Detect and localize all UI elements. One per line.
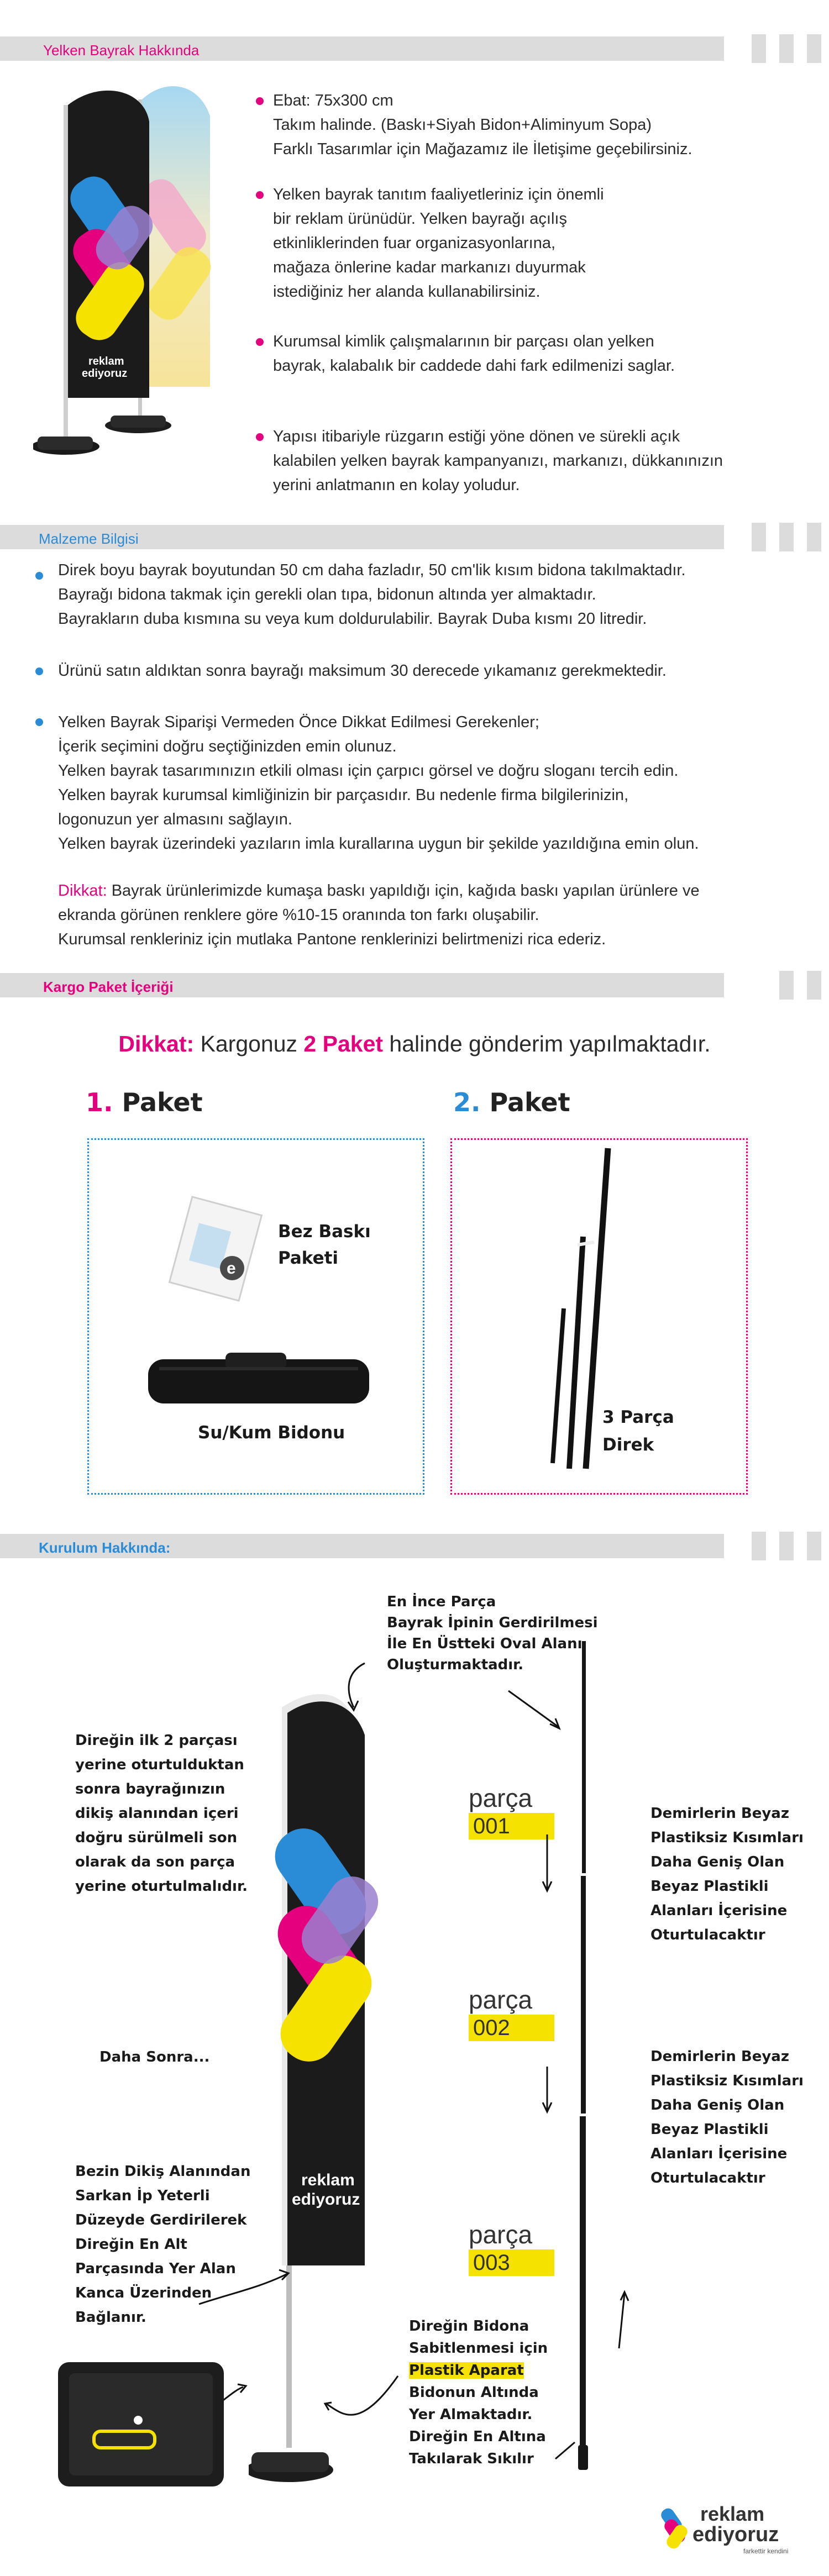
header-stripes: [718, 1532, 829, 1560]
section-header-about: [0, 36, 724, 61]
brand-logo: [660, 2502, 821, 2557]
about-bullet-3: Kurumsal kimlik çalışmalarının bir parçası olan yelken bayrak, kalabalık bir caddede dahi fark edilmenizi saglar.: [273, 333, 675, 375]
bullet: [256, 338, 264, 346]
section-title: Kurulum Hakkında:: [39, 1539, 171, 1556]
bullet: [256, 433, 264, 441]
section-header-material: [0, 525, 724, 549]
brand-name-1: reklam: [700, 2503, 765, 2525]
bottom-instruction: Direğin Bidona Sabitlenmesi için Plastik Aparat Bidonun Altında Yer Almaktadır. Direğin En Altına Takılarak Sıkılır: [409, 2318, 548, 2467]
brand-name-2: ediyoruz: [692, 2523, 779, 2546]
package-1-title: 1. Paket: [86, 1087, 203, 1117]
svg-text:reklam: reklam: [301, 2171, 355, 2189]
bullet: [256, 191, 264, 199]
bullet: [35, 718, 43, 726]
flag-products-image: [33, 77, 254, 464]
left-instruction-3: Bezin Dikiş Alanından Sarkan İp Yeterli Düzeyde Gerdirilerek Direğin En Alt Parçasında Yer Alan Kanca Üzerinden Bağlanır.: [75, 2163, 251, 2326]
top-instruction: En İnce Parça Bayrak İpinin Gerdirilmesi İle En Üstteki Oval Alanı Oluşturmaktadır.: [387, 1594, 598, 1673]
material-bullet-1: Direk boyu bayrak boyutundan 50 cm daha fazladır, 50 cm'lik kısım bidona takılmaktadır. Bayrağı bidona takmak için gerekli olan tıpa, bidonun altında yer almaktadır. Bayrakların duba kısmına su veya kum doldurulabilir. Bayrak Duba kısmı 20 litredir.: [58, 561, 686, 628]
part-003-label: parça 003: [469, 2221, 554, 2276]
section-title: Kargo Paket İçeriği: [43, 979, 174, 995]
material-note: Dikkat: Bayrak ürünlerimizde kumaşa baskı yapıldığı için, kağıda baskı yapılan ürünlere ve ekranda görünen renklere göre %10-15 oranında ton farkı oluşabilir. Kurumsal renkleriniz için mutlaka Pantone renklerinizi belirtmenizi rica ederiz.: [58, 882, 700, 948]
print-package-image: [166, 1194, 271, 1304]
section-title: Malzeme Bilgisi: [39, 530, 139, 547]
part-001-label: parça 001: [469, 1785, 554, 1839]
about-bullet-2: Yelken bayrak tanıtım faaliyetleriniz için önemli bir reklam ürünüdür. Yelken bayrağı açılış etkinliklerinden fuar organizasyonlarına, mağaza önlerine kadar markanızı duyurmak istediğiniz her alanda kullanabilirsiniz.: [273, 186, 604, 301]
section-header-setup: [0, 1534, 724, 1558]
material-bullet-2: Ürünü satın aldıktan sonra bayrağı maksimum 30 derecede yıkamanız gerekmektedir.: [58, 662, 667, 680]
package-2-title: 2. Paket: [453, 1087, 570, 1117]
svg-text:reklam: reklam: [88, 355, 124, 367]
poles-label: 3 Parça Direk: [602, 1407, 674, 1455]
svg-text:e: e: [227, 1259, 236, 1278]
right-instruction-2: Demirlerin Beyaz Plastiksiz Kısımları Daha Geniş Olan Beyaz Plastikli Alanları İçerisine Oturtulacaktır: [650, 2048, 804, 2186]
section-title: Yelken Bayrak Hakkında: [43, 42, 200, 59]
bullet: [35, 667, 43, 675]
bullet: [256, 97, 264, 105]
svg-text:ediyoruz: ediyoruz: [292, 2190, 360, 2209]
right-instruction-1: Demirlerin Beyaz Plastiksiz Kısımları Daha Geniş Olan Beyaz Plastikli Alanları İçerisine Oturtulacaktır: [650, 1805, 804, 1943]
about-bullet-1: Ebat: 75x300 cm Takım halinde. (Baskı+Siyah Bidon+Aliminyum Sopa) Farklı Tasarımlar için Mağazamız ile İletişime geçebilirsiniz.: [273, 92, 692, 158]
section-header-cargo: [0, 973, 724, 997]
header-stripes: [718, 34, 829, 63]
print-package-label: Bez Baskı Paketi: [278, 1222, 371, 1268]
left-instruction-2: Daha Sonra...: [99, 2049, 210, 2065]
left-instruction-1: Direğin ilk 2 parçası yerine oturtulduktan sonra bayrağınızın dikiş alanından içeri doğru sürülmeli son olarak da son parça yerine oturtulmalıdır.: [75, 1732, 248, 1895]
brand-slogan: farkettir kendini: [743, 2547, 789, 2555]
cargo-headline: Dikkat: Kargonuz 2 Paket halinde gönderim yapılmaktadır.: [118, 1031, 711, 1056]
header-stripes: [718, 523, 829, 551]
water-base-label: Su/Kum Bidonu: [198, 1423, 345, 1443]
part-002-label: parça 002: [469, 1986, 554, 2041]
material-bullet-3: Yelken Bayrak Siparişi Vermeden Önce Dikkat Edilmesi Gerekenler; İçerik seçimini doğru seçtiğinizden emin olunuz. Yelken bayrak tasarımınızın etkili olması için çarpıcı görsel ve doğru sloganı tercih edin. Yelken bayrak kurumsal kimliğinizin bir parçasıdır. Bu nedenle firma bilgilerinizin, logonuzun yer almasını sağlayın. Yelken bayrak üzerindeki yazıların imla kurallarına uygun bir şekilde yazıldığına emin olun.: [58, 713, 699, 853]
base-bottom-detail-image: [55, 2359, 227, 2489]
about-bullet-4: Yapısı itibariyle rüzgarın estiği yöne dönen ve sürekli açık kalabilen yelken bayrak kampanyanızı, markanızı, dükkanınızın yerini anlatmanın en kolay yoludur.: [273, 428, 723, 494]
water-base-image: [143, 1348, 375, 1409]
svg-text:ediyoruz: ediyoruz: [82, 367, 128, 380]
bullet: [35, 572, 43, 580]
header-stripes: [718, 971, 829, 1000]
